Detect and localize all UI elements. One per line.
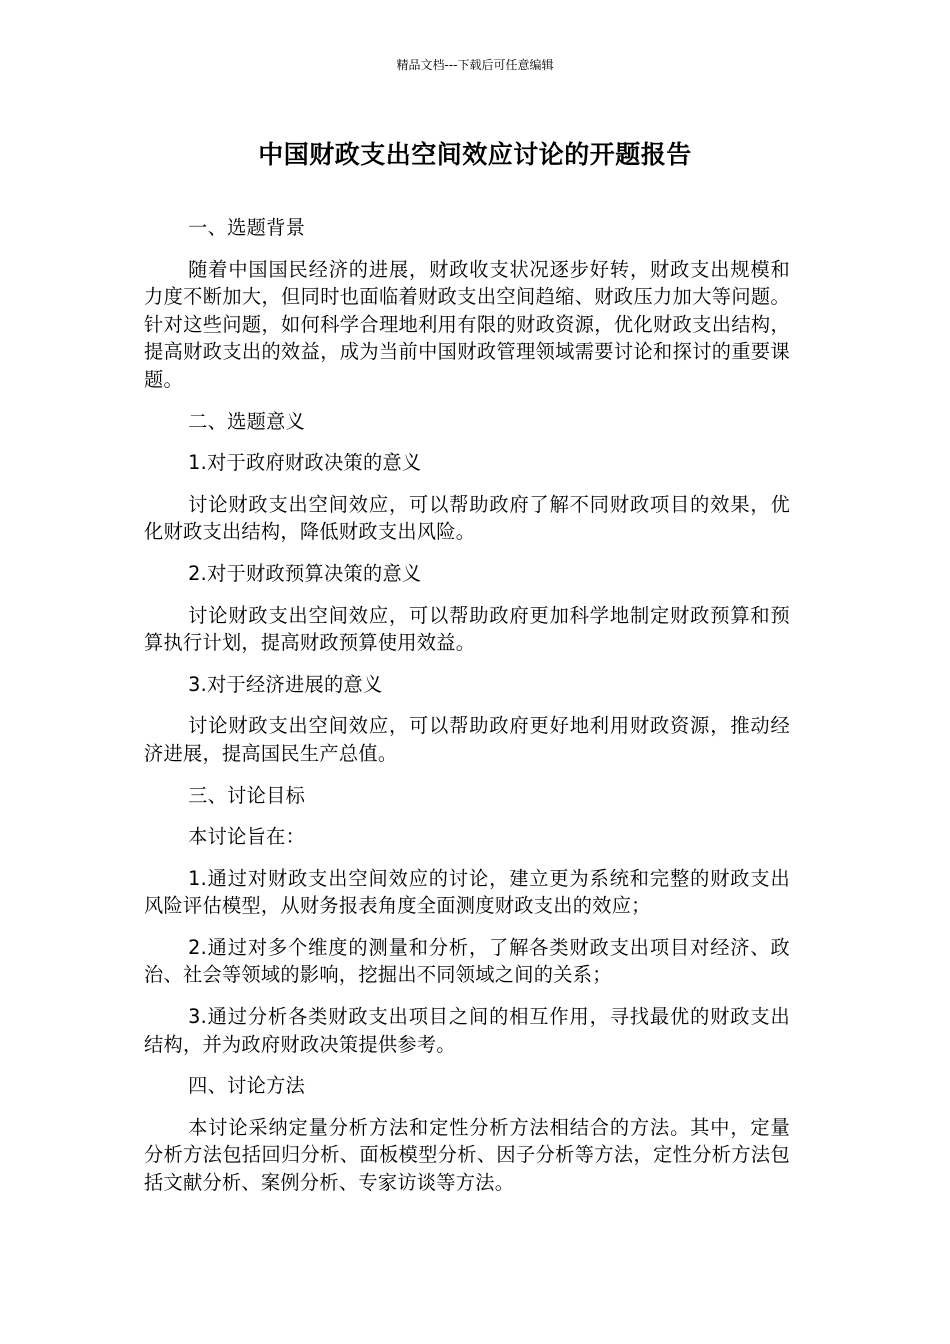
subheading-budget-decision: 2.对于财政预算决策的意义 <box>188 561 422 585</box>
paragraph-budget-decision: 讨论财政支出空间效应，可以帮助政府更加科学地制定财政预算和预算执行计划，提高财政预算使用效益。 <box>144 603 790 655</box>
section-heading-background: 一、选题背景 <box>188 216 306 239</box>
page-header-note: 精品文档---下载后可任意编辑 <box>396 58 554 72</box>
paragraph-background: 随着中国国民经济的进展，财政收支状况逐步好转，财政支出规模和力度不断加大，但同时也面临着财政支出空间趋缩、财政压力加大等问题。针对这些问题，如何科学合理地利用有限的财政资源，优化财政支出结构，提高财政支出的效益，成为当前中国财政管理领域需要讨论和探讨的重要课题。 <box>144 257 790 391</box>
document-body <box>144 214 790 1211</box>
list-item-objective-1: 1.通过对财政支出空间效应的讨论，建立更为系统和完整的财政支出风险评估模型，从财务报表角度全面测度财政支出的效应； <box>144 866 790 918</box>
paragraph-economic-development: 讨论财政支出空间效应，可以帮助政府更好地利用财政资源，推动经济进展，提高国民生产总值。 <box>144 714 790 765</box>
subheading-economic-development: 3.对于经济进展的意义 <box>188 672 383 696</box>
section-heading-methods: 四、讨论方法 <box>188 1074 306 1098</box>
section-heading-significance: 二、选题意义 <box>188 409 306 433</box>
paragraph-government-decision: 讨论财政支出空间效应，可以帮助政府了解不同财政项目的效果，优化财政支出结构，降低财政支出风险。 <box>144 492 790 544</box>
list-item-objective-2: 2.通过对多个维度的测量和分析，了解各类财政支出项目对经济、政治、社会等领域的影响，挖掘出不同领域之间的关系； <box>144 935 790 987</box>
subheading-government-decision: 1.对于政府财政决策的意义 <box>188 451 422 475</box>
list-item-objective-3: 3.通过分析各类财政支出项目之间的相互作用，寻找最优的财政支出结构，并为政府财政决策提供参考。 <box>144 1005 790 1056</box>
section-heading-objectives: 三、讨论目标 <box>188 783 306 807</box>
paragraph-objectives-intro: 本讨论旨在： <box>188 825 306 849</box>
paragraph-methods: 本讨论采纳定量分析方法和定性分析方法相结合的方法。其中，定量分析方法包括回归分析、面板模型分析、因子分析等方法，定性分析方法包括文献分析、案例分析、专家访谈等方法。 <box>144 1115 790 1195</box>
document-title: 中国财政支出空间效应讨论的开题报告 <box>258 140 692 169</box>
